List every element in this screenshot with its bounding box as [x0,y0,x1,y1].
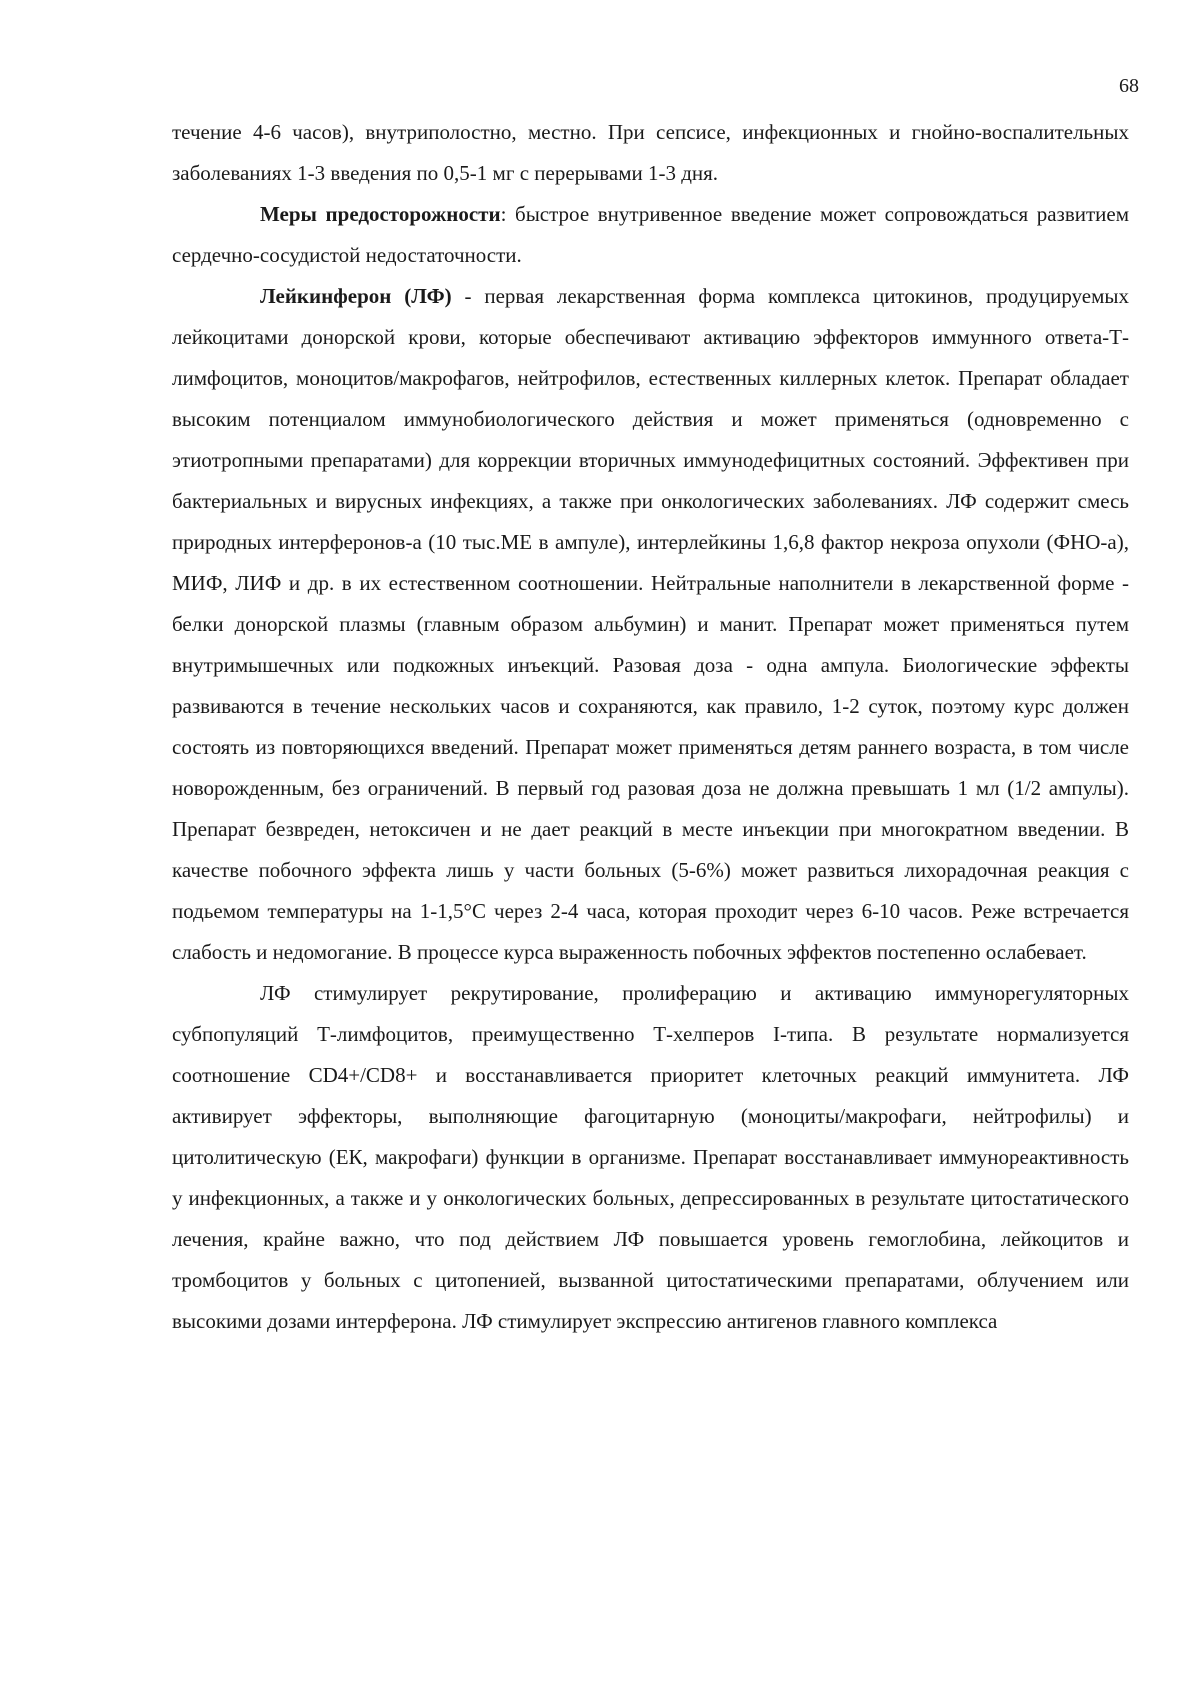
page-body [172,112,1129,1342]
paragraph-dosage-continuation [172,112,1129,194]
paragraph-text: - первая лекарственная форма комплекса цитокинов, продуцируемых лейкоцитами донорской крови, которые обеспечивают активацию эффекторов иммунного ответа-Т-лимфоцитов, моноцитов/макрофагов, нейтрофилов, естественных киллерных клеток. Препарат обладает высоким потенциалом иммунобиологического действия и может применяться (одновременно с этиотропными препаратами) для коррекции вторичных иммунодефицитных состояний. Эффективен при бактериальных и вирусных инфекциях, а также при онкологических заболеваниях. ЛФ содержит смесь природных интерферонов-а (10 тыс.МЕ в ампуле), интерлейкины 1,6,8 фактор некроза опухоли (ФНО-а), МИФ, ЛИФ и др. в их естественном соотношении. Нейтральные наполнители в лекарственной форме - белки донорской плазмы (главным образом альбумин) и манит. Препарат может применяться путем внутримышечных или подкожных инъекций. Разовая доза - одна ампула. Биологические эффекты развиваются в течение нескольких часов и сохраняются, как правило, 1-2 суток, поэтому курс должен состоять из повторяющихся введений. Препарат может применяться детям раннего возраста, в том числе новорожденным, без ограничений. В первый год разовая доза не должна превышать 1 мл (1/2 ампулы). Препарат безвреден, нетоксичен и не дает реакций в месте инъекции при многократном введении. В качестве побочного эффекта лишь у части больных (5-6%) может развиться лихорадочная реакция с подьемом температуры на 1-1,5°С через 2-4 часа, которая проходит через 6-10 часов. Реже встречается слабость и недомогание. В процессе курса выраженность побочных эффектов постепенно ослабевает. [172,284,1130,964]
paragraph-leukinferon [172,276,1129,973]
paragraph-text: течение 4-6 часов), внутриполостно, местно. При сепсисе, инфекционных и гнойно-воспалительных заболеваниях 1-3 введения по 0,5-1 мг с перерывами 1-3 дня. [172,120,1129,185]
paragraph-text: : быстрое внутривенное введение может сопровождаться развитием сердечно-сосудистой недостаточности. [172,202,1129,267]
paragraph-lf-effects [172,973,1129,1342]
paragraph-text: ЛФ стимулирует рекрутирование, пролиферацию и активацию иммунорегуляторных субпопуляций Т-лимфоцитов, преимущественно Т-хелперов I-типа. В результате нормализуется соотношение CD4+/CD8+ и восстанавливается приоритет клеточных реакций иммунитета. ЛФ активирует эффекторы, выполняющие фагоцитарную (моноциты/макрофаги, нейтрофилы) и цитолитическую (ЕК, макрофаги) функции в организме. Препарат восстанавливает иммунореактивность у инфекционных, а также и у онкологических больных, депрессированных в результате цитостатического лечения, крайне важно, что под действием ЛФ повышается уровень гемоглобина, лейкоцитов и тромбоцитов у больных с цитопенией, вызванной цитостатическими препаратами, облучением или высокими дозами интерферона. ЛФ стимулирует экспрессию антигенов главного комплекса [172,981,1129,1333]
paragraph-term: Лейкинферон (ЛФ) [260,284,452,308]
page-number: 68 [1119,75,1139,97]
paragraph-precautions [172,194,1129,276]
paragraph-term: Меры предосторожности [260,202,501,226]
